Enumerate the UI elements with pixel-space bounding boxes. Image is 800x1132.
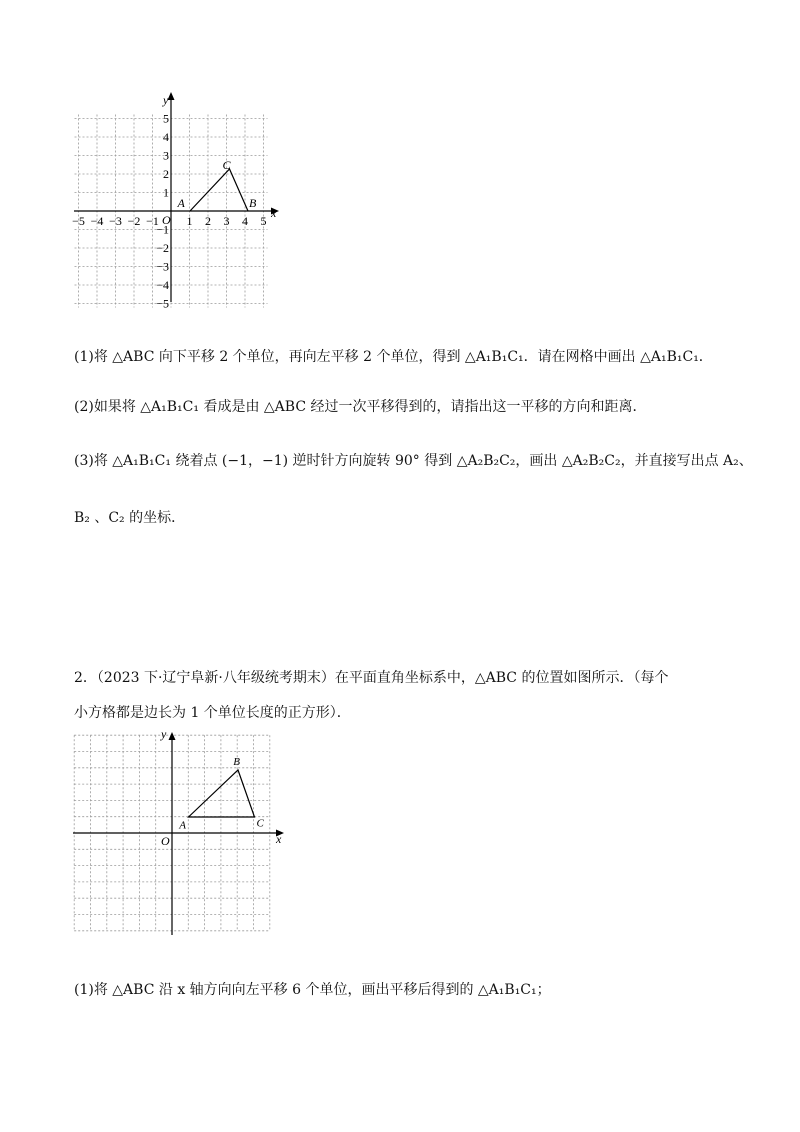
figure1-x-label: x [271,206,277,220]
point-label-b: B [233,755,240,768]
x-tick-label: 2 [205,213,211,228]
figure1-origin-label: O [162,213,171,227]
x-tick-label: −1 [146,213,159,228]
y-tick-label: −4 [156,278,169,292]
q1-part3-continued: B₂ 、C₂ 的坐标． [74,510,186,526]
figure2-y-arrow [169,732,176,740]
x-tick-label: −4 [90,213,104,228]
figure2-point-labels [178,756,264,832]
point-label-b: B [249,196,257,210]
y-tick-label: −3 [156,259,169,274]
figure2-y-label: y [161,730,167,741]
y-tick-label: 3 [163,148,169,163]
x-tick-label: 5 [260,213,267,228]
x-tick-label: −5 [72,213,85,228]
y-tick-label: −2 [156,241,169,255]
y-tick-label: −1 [156,222,169,237]
y-tick-label: −5 [156,296,169,311]
figure2-triangle-abc [189,770,255,817]
x-tick-label: 3 [223,213,230,228]
q2-title-line1: 2．（2023 下·辽宁阜新·八年级统考期末）在平面直角坐标系中，△ABC 的位置如图所示．（每个 [74,670,669,686]
point-label-c: C [222,158,231,172]
y-tick-label: 1 [163,185,169,200]
q2-part1: (1)将 △ABC 沿 x 轴方向向左平移 6 个单位，画出平移后得到的 △A₁B₁C₁； [74,982,551,998]
y-tick-label: 2 [163,167,169,181]
figure2-coordinate-grid [0,730,800,940]
figure1-triangle-abc [190,169,248,211]
point-label-a: A [177,196,185,210]
x-tick-label: −2 [127,213,141,228]
x-tick-label: −3 [109,213,122,228]
figure2-x-label: x [276,832,282,846]
q2-title-line2: 小方格都是边长为 1 个单位长度的正方形）． [74,705,351,721]
y-tick-label: 4 [163,130,169,144]
q1-part2: (2)如果将 △A₁B₁C₁ 看成是由 △ABC 经过一次平移得到的，请指出这一平移的方向和距离． [74,399,647,415]
figure2-origin-label: O [161,834,170,848]
y-tick-label: 5 [163,111,169,126]
figure1-y-label: y [163,93,169,107]
point-label-a: A [179,819,187,832]
x-tick-label: 1 [186,213,193,228]
figure1-y-arrow [168,92,175,100]
q1-part1: (1)将 △ABC 向下平移 2 个单位，再向左平移 2 个单位，得到 △A₁B₁C₁．请在网格中画出 △A₁B₁C₁． [74,349,713,365]
point-label-c: C [256,817,264,830]
q1-part3: (3)将 △A₁B₁C₁ 绕着点 (−1，−1) 逆时针方向旋转 90° 得到 △A₂B₂C₂，画出 △A₂B₂C₂，并直接写出点 A₂、 [74,453,753,469]
x-tick-label: 4 [242,213,248,228]
